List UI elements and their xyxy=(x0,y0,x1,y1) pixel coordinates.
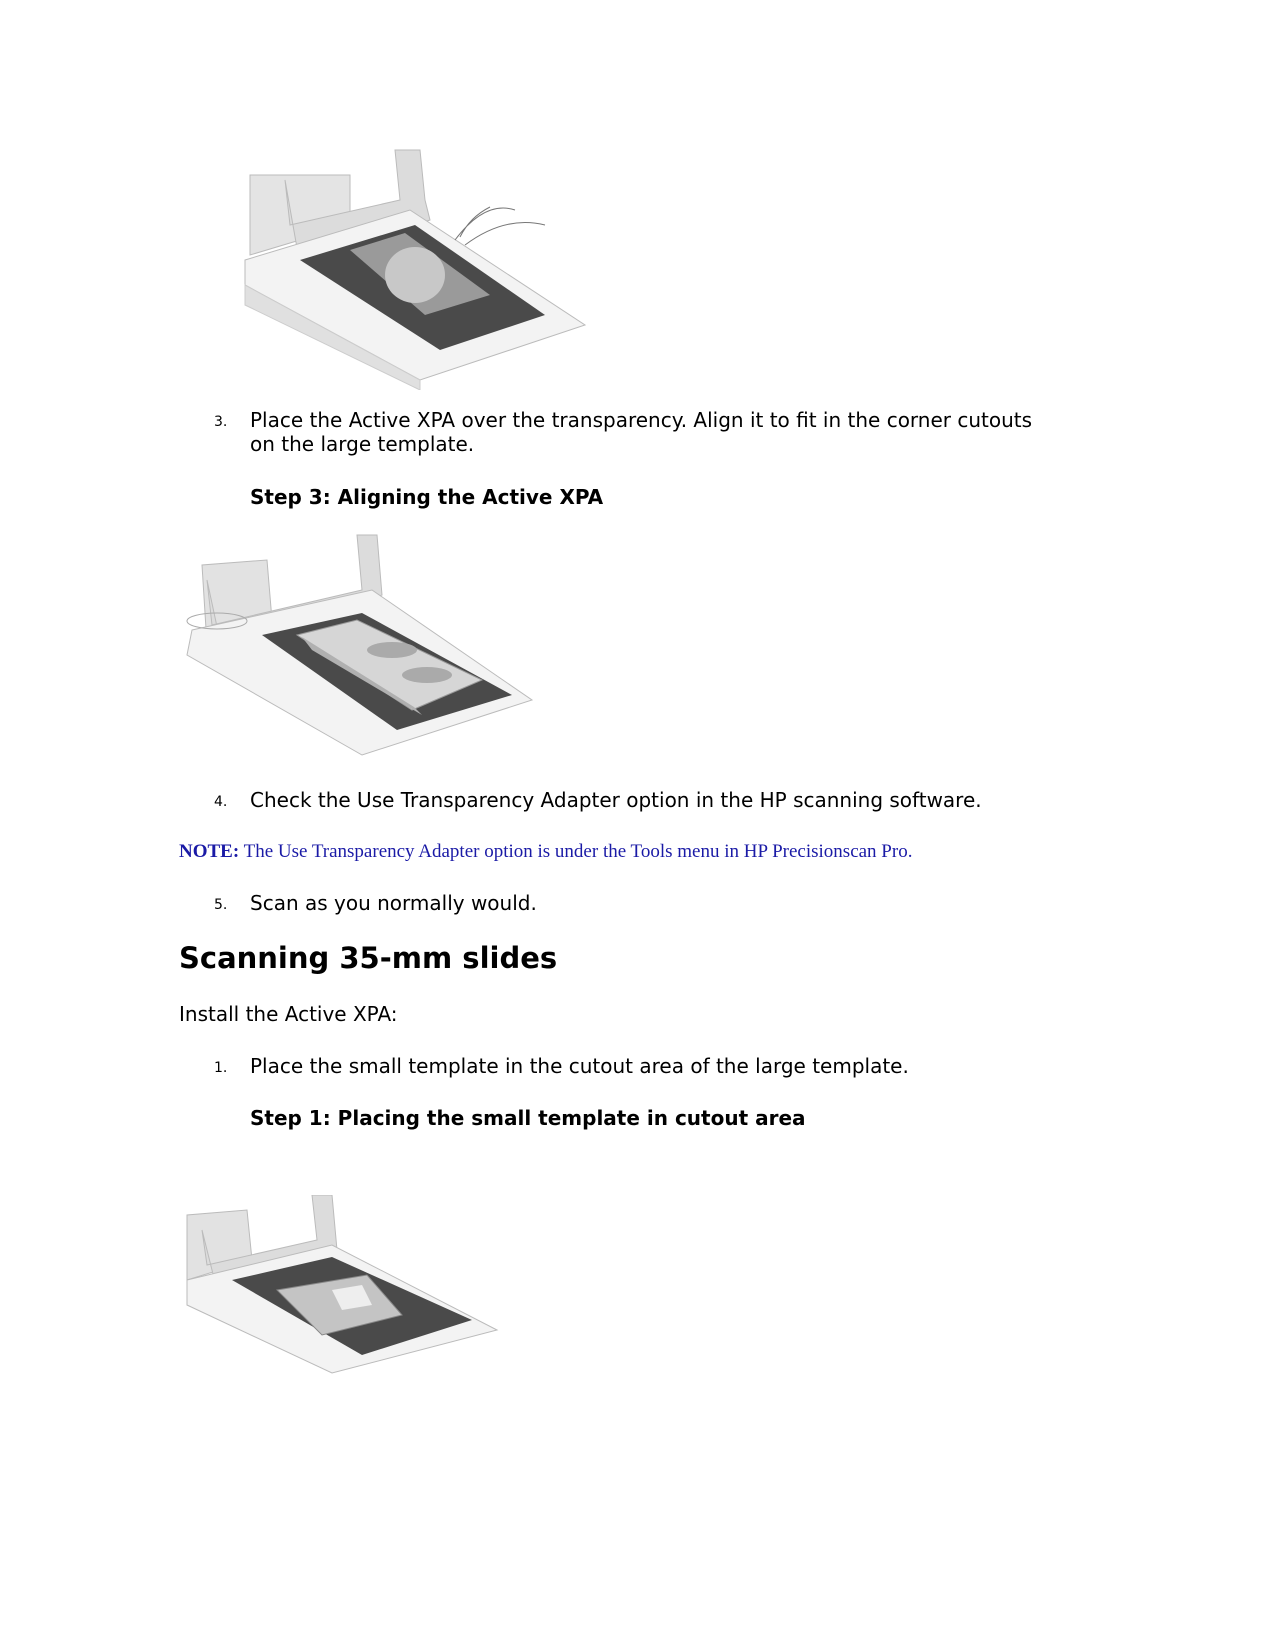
step-number: 4. xyxy=(214,794,228,810)
figure-aligning-active-xpa xyxy=(182,525,542,760)
section-heading: Scanning 35-mm slides xyxy=(179,941,558,975)
figure-caption: Step 3: Aligning the Active XPA xyxy=(250,485,604,509)
step-text: Scan as you normally would. xyxy=(250,891,537,915)
figure-small-template-cutout xyxy=(182,1195,502,1375)
note-body: The Use Transparency Adapter option is under the Tools menu in HP Precisionscan Pro. xyxy=(239,841,913,862)
figure-transparency-placement xyxy=(240,145,600,390)
note-label: NOTE: xyxy=(179,841,240,862)
note-text xyxy=(179,841,912,863)
step-text-line: on the large template. xyxy=(250,432,475,456)
section-intro: Install the Active XPA: xyxy=(179,1002,398,1026)
step-text-line: Place the Active XPA over the transparency. Align it to fit in the corner cutouts xyxy=(250,408,1033,432)
step-text: Check the Use Transparency Adapter option in the HP scanning software. xyxy=(250,788,982,812)
step-number: 1. xyxy=(214,1060,228,1076)
step-number: 3. xyxy=(214,414,228,430)
step-text xyxy=(250,408,1070,456)
step-number: 5. xyxy=(214,897,228,913)
step-text: Place the small template in the cutout area of the large template. xyxy=(250,1054,909,1078)
figure-caption: Step 1: Placing the small template in cutout area xyxy=(250,1106,806,1130)
